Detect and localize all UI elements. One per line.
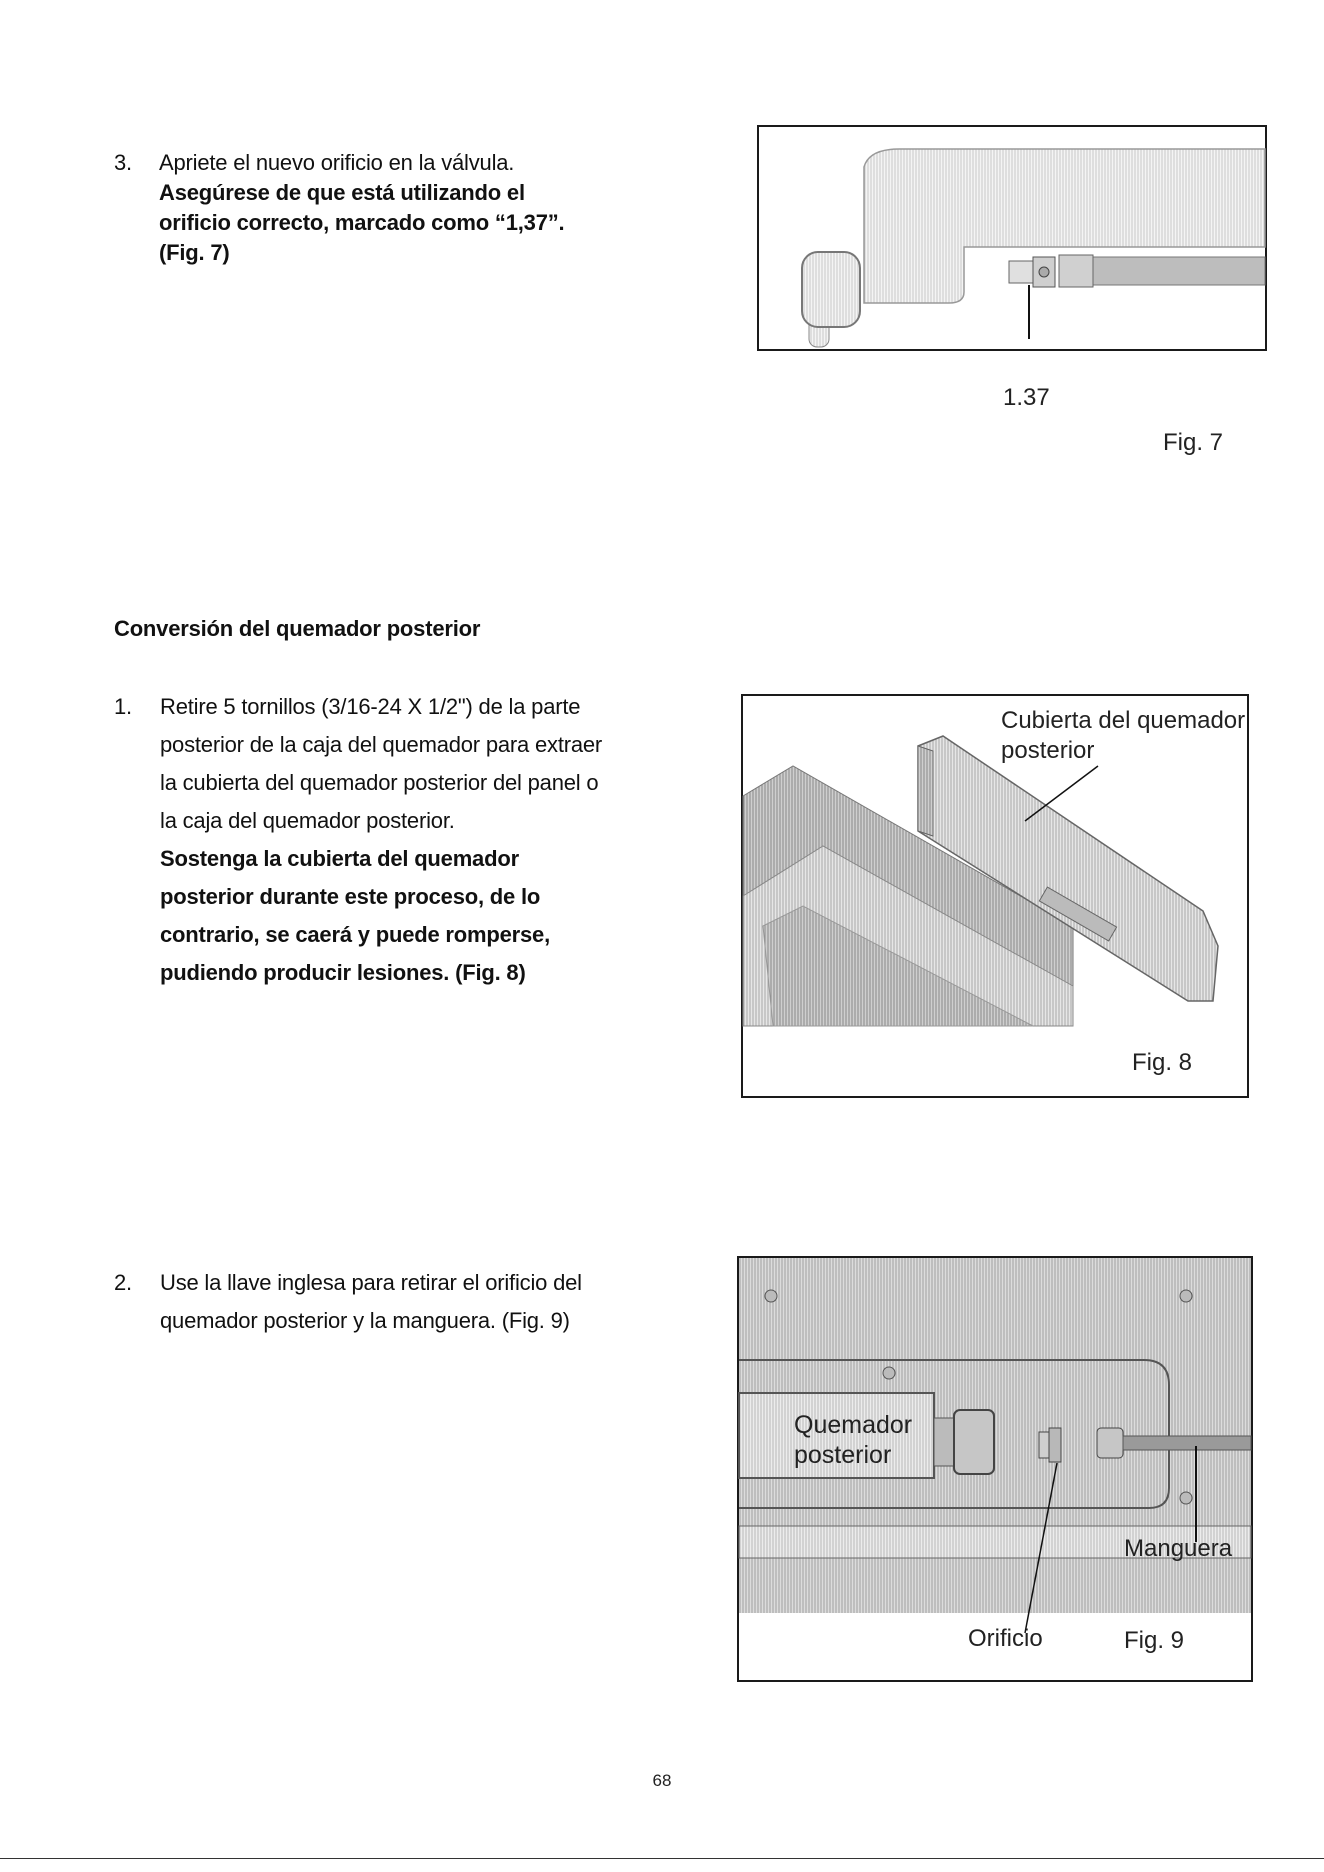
section-heading: Conversión del quemador posterior bbox=[114, 616, 481, 641]
callout-line: posterior bbox=[1001, 737, 1095, 764]
page-number: 68 bbox=[652, 1771, 672, 1790]
step-text-line: Retire 5 tornillos (3/16-24 X 1/2") de la parte bbox=[160, 694, 581, 719]
figure-label: Fig. 8 bbox=[1132, 1049, 1193, 1076]
step-text-line: la cubierta del quemador posterior del panel o bbox=[160, 770, 599, 795]
step-text-line: posterior de la caja del quemador para extraer bbox=[160, 732, 603, 757]
step-text-line: quemador posterior y la manguera. (Fig. 9) bbox=[160, 1308, 570, 1333]
orifice-size-callout: 1.37 bbox=[1003, 384, 1050, 411]
step-number: 2. bbox=[114, 1270, 132, 1295]
figure-label: Fig. 7 bbox=[1163, 429, 1224, 456]
callout-line: posterior bbox=[794, 1441, 892, 1469]
step-number: 3. bbox=[114, 150, 132, 175]
figure-9 bbox=[737, 1256, 1253, 1682]
callout-line: Cubierta del quemador bbox=[1001, 707, 1246, 734]
rear-burner-callout bbox=[794, 1410, 912, 1470]
valve-orifice-illustration bbox=[759, 127, 1265, 349]
step-warning-line: (Fig. 7) bbox=[159, 240, 230, 265]
step-text-line: la caja del quemador posterior. bbox=[160, 808, 455, 833]
step-number: 1. bbox=[114, 694, 132, 719]
step-text-line: Use la llave inglesa para retirar el orificio del bbox=[160, 1270, 582, 1295]
callout-line: Quemador bbox=[794, 1411, 913, 1439]
bottom-rule bbox=[0, 1858, 1324, 1859]
step-2 bbox=[114, 1264, 674, 1340]
step-1 bbox=[114, 688, 674, 992]
step-3 bbox=[114, 148, 674, 268]
orifice-callout: Orificio bbox=[968, 1625, 1043, 1652]
step-warning-line: contrario, se caerá y puede romperse, bbox=[160, 922, 550, 947]
step-warning-line: orificio correcto, marcado como “1,37”. bbox=[159, 210, 565, 235]
figure-8 bbox=[741, 694, 1249, 1098]
step-warning-line: posterior durante este proceso, de lo bbox=[160, 884, 541, 909]
figure-label: Fig. 9 bbox=[1124, 1627, 1185, 1654]
step-warning-line: Asegúrese de que está utilizando el bbox=[159, 180, 525, 205]
step-warning-line: pudiendo producir lesiones. (Fig. 8) bbox=[160, 960, 526, 985]
step-warning-line: Sostenga la cubierta del quemador bbox=[160, 846, 519, 871]
figure-7 bbox=[757, 125, 1267, 456]
hose-callout: Manguera bbox=[1124, 1535, 1233, 1562]
burner-cover-callout bbox=[1001, 706, 1245, 766]
step-text: Apriete el nuevo orificio en la válvula. bbox=[159, 150, 515, 175]
